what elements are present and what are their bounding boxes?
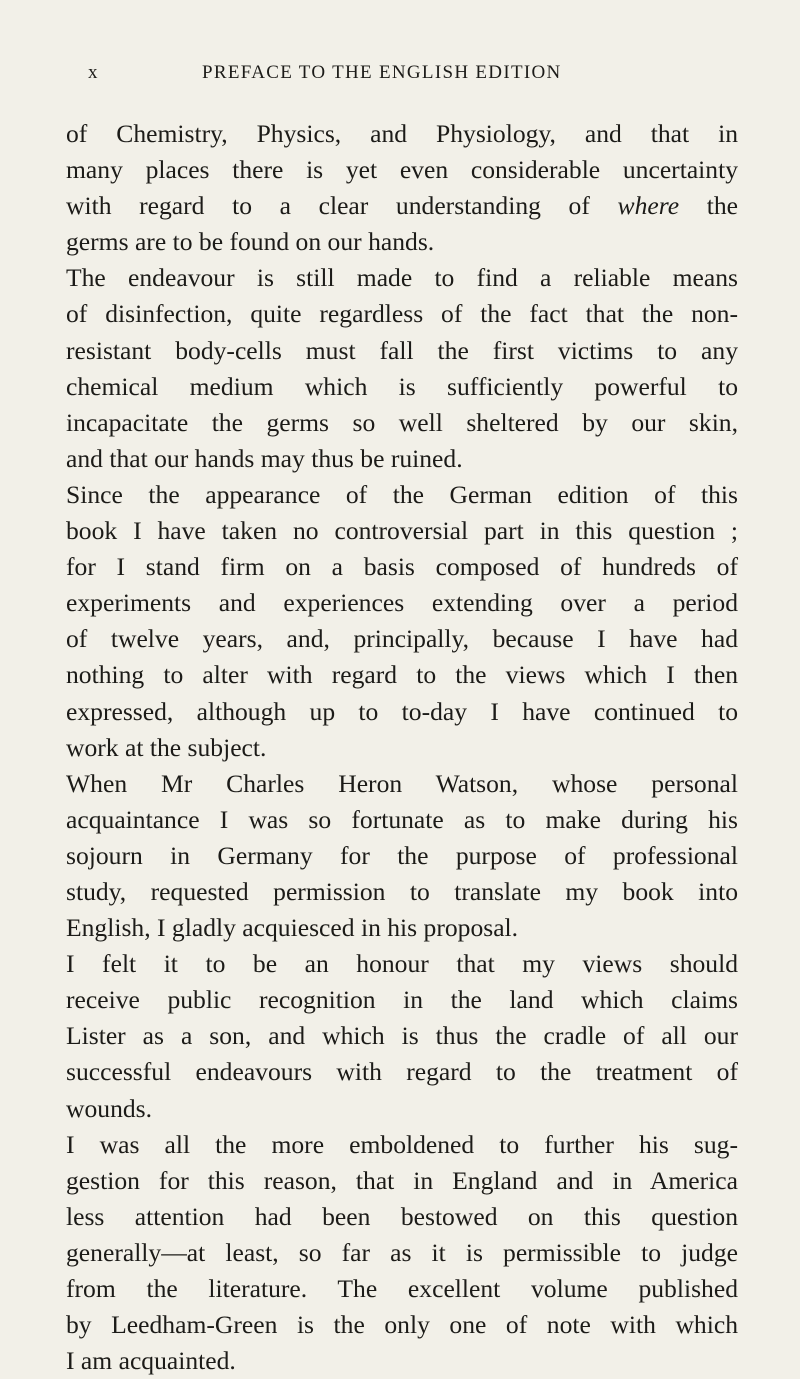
text-line: for I stand firm on a basis composed of hundreds of xyxy=(66,552,738,582)
text-line: from the literature. The excellent volume published xyxy=(66,1274,738,1303)
text-line: resistant body-cells must fall the first victims to any xyxy=(66,335,738,365)
text-line: receive public recognition in the land which claims xyxy=(66,985,738,1015)
text-line: I am acquainted. xyxy=(66,1346,236,1376)
paragraph-1 xyxy=(66,116,738,260)
text-line: Lister as a son, and which is thus the cradle of all our xyxy=(66,1021,738,1051)
paragraph-6 xyxy=(66,1127,738,1379)
text-line: of Chemistry, Physics, and Physiology, and that in xyxy=(66,119,738,148)
text-line: less attention had been bestowed on this question xyxy=(66,1201,738,1231)
text-segment: the xyxy=(679,191,738,221)
text-line: wounds. xyxy=(66,1093,153,1123)
text-line: English, I gladly acquiesced in his proposal. xyxy=(66,913,519,943)
text-line: of disinfection, quite regardless of the fact that the non- xyxy=(66,299,738,329)
text-line: germs are to be found on our hands. xyxy=(66,227,435,257)
running-title: PREFACE TO THE ENGLISH EDITION xyxy=(202,62,562,83)
page-number: x xyxy=(88,62,99,83)
text-line: many places there is yet even considerable uncertainty xyxy=(66,155,738,185)
text-line: study, requested permission to translate my book into xyxy=(66,876,738,906)
text-line: acquaintance I was so fortunate as to make during his xyxy=(66,804,738,834)
text-line: sojourn in Germany for the purpose of professional xyxy=(66,840,738,870)
paragraph-2 xyxy=(66,260,738,477)
emphasized-word: where xyxy=(617,191,680,221)
text-line: incapacitate the germs so well sheltered by our skin, xyxy=(66,407,738,437)
text-line: Since the appearance of the German edition of this xyxy=(66,479,738,509)
text-line: When Mr Charles Heron Watson, whose personal xyxy=(66,768,738,798)
text-line: generally—at least, so far as it is permissible to judge xyxy=(66,1237,738,1267)
running-head xyxy=(66,62,736,92)
paragraph-3 xyxy=(66,477,738,766)
paragraph-4 xyxy=(66,766,738,946)
text-line: gestion for this reason, that in England and in America xyxy=(66,1165,738,1195)
text-line: expressed, although up to to-day I have continued to xyxy=(66,696,738,726)
text-line: chemical medium which is sufficiently powerful to xyxy=(66,371,738,401)
text-line: I felt it to be an honour that my views should xyxy=(66,949,738,979)
text-line: by Leedham-Green is the only one of note with which xyxy=(66,1310,738,1340)
text-line: successful endeavours with regard to the treatment of xyxy=(66,1057,738,1087)
paragraph-5 xyxy=(66,946,738,1126)
text-line: book I have taken no controversial part in this question ; xyxy=(66,516,738,546)
text-line: work at the subject. xyxy=(66,732,267,762)
text-line: and that our hands may thus be ruined. xyxy=(66,443,463,473)
text-line: of twelve years, and, principally, because I have had xyxy=(66,624,738,654)
text-segment: with regard to a clear understanding of xyxy=(66,191,618,221)
text-line: The endeavour is still made to find a reliable means xyxy=(66,263,738,293)
text-line-with-emphasis xyxy=(66,188,738,224)
text-line: experiments and experiences extending over a period xyxy=(66,588,738,618)
text-line: nothing to alter with regard to the views which I then xyxy=(66,660,738,690)
body-text xyxy=(66,116,738,1379)
text-line: I was all the more emboldened to further his sug- xyxy=(66,1129,738,1159)
